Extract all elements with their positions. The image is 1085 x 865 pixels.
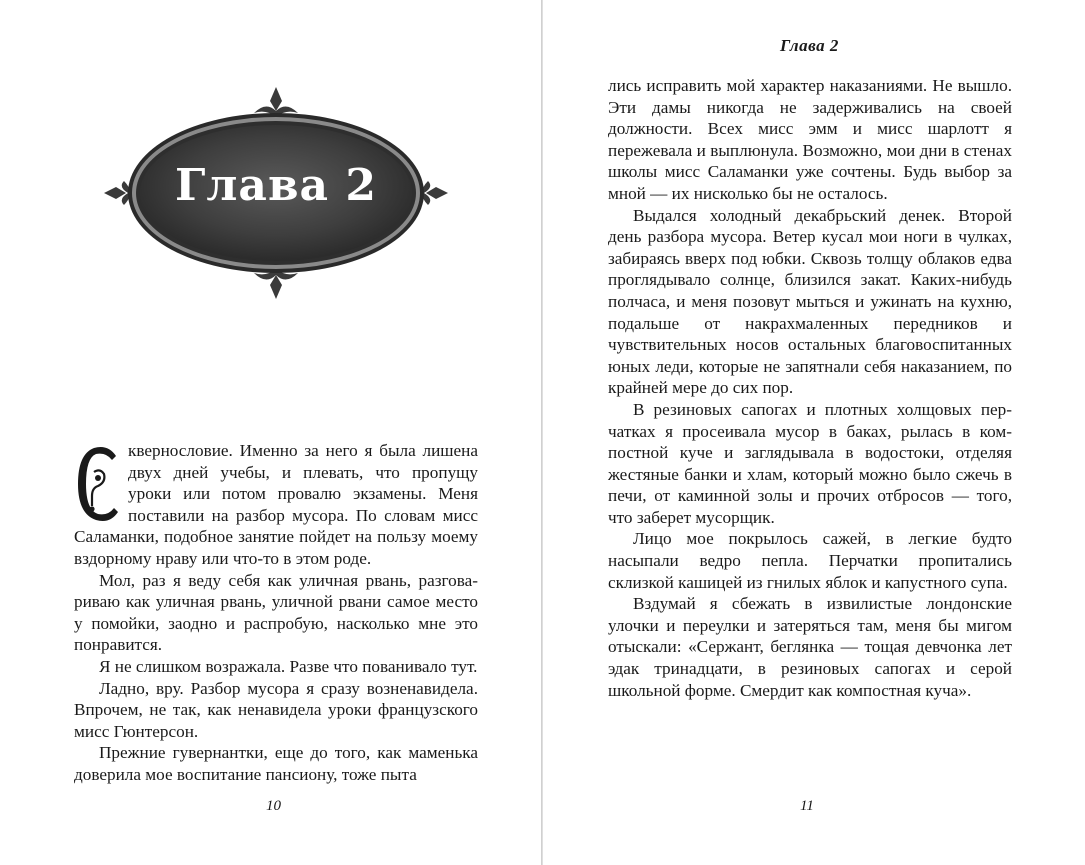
right-page-text <box>608 75 1012 701</box>
paragraph: В резиновых сапогах и плотных холщовых перчатках я просеивала мусор в баках, рылась в компостной куче и заглядывала в водостоки, отделяя жестяные банки и хлам, который можно было сжечь в печи, от каминной золы и прочих отбросов — того, что заберет мусорщик. <box>608 399 1012 527</box>
paragraph: Мол, раз я веду себя как уличная рвань, разговариваю как уличная рвань, уличной рвани самое место у помойки, заодно и распробую, насколько мне это понравится. <box>74 570 478 655</box>
ornament-finial-top <box>254 87 298 117</box>
paragraph: Выдался холодный декабрьский денек. Второй день разбора мусора. Ветер кусал мои ноги в чулках, забираясь вверх под юбки. Сквозь толщу облаков едва проглядывало солнце, близился закат. Каких-нибудь полчаса, и меня позовут мыться и ужинать на кухню, подальше от накрахмаленных передников и чувствительных носов остальных благовоспитанных юных леди, которые не запятнали себя наказанием, по крайней мере до сих пор. <box>608 205 1012 398</box>
chapter-title: Глава 2 <box>175 160 377 211</box>
paragraph: Ладно, вру. Разбор мусора я сразу возненавидела. Впрочем, не так, как ненавидела уроки французского мисс Гюнтерсон. <box>74 678 478 741</box>
left-page <box>0 0 542 865</box>
right-page <box>543 0 1085 865</box>
paragraph: Вздумай я сбежать в извилистые лондонские улочки и переулки и затеряться там, меня бы мигом отыскали: «Сержант, беглянка — тощая девчонка лет эдак тринадцати, в резиновых сапогах и серой школьной форме. Смердит как компостная куча». <box>608 594 1012 700</box>
dropcap-letter-s <box>74 442 122 526</box>
left-page-text <box>74 440 478 786</box>
page-number-right: 11 <box>800 798 814 814</box>
paragraph: квернословие. Именно за него я была лишена двух дней учебы, и плевать, что пропущу уроки или потом провалю экзамены. Меня поставили на разбор мусора. По словам мисс Саламанки, подобное занятие пойдет на пользу моему вздорному нраву или что-то в этом роде. <box>74 441 478 568</box>
paragraph: Я не слишком возражала. Разве что пованивало тут. <box>99 656 478 676</box>
ornament-finial-bottom <box>254 269 298 299</box>
paragraph: Лицо мое покрылось сажей, в легкие будто насыпали ведро пепла. Перчатки пропитались склизкой кашицей из гнилых яблок и капустного супа. <box>608 529 1012 592</box>
running-header: Глава 2 <box>780 36 839 55</box>
paragraph: Прежние гувернантки, еще до того, как маменька доверила мое воспитание пансиону, тоже пыта <box>74 743 478 784</box>
paragraph: лись исправить мой характер наказаниями. Не вышло. Эти дамы никогда не задерживались на своей должности. Всех мисс эмм и мисс шарлотт я пережевала и выплюнула. Возможно, мои дни в стенах школы мисс Саламанки уже сочтены. Будь выбор за мной — их нисколько бы не осталось. <box>608 76 1012 203</box>
page-number-left: 10 <box>266 798 281 814</box>
